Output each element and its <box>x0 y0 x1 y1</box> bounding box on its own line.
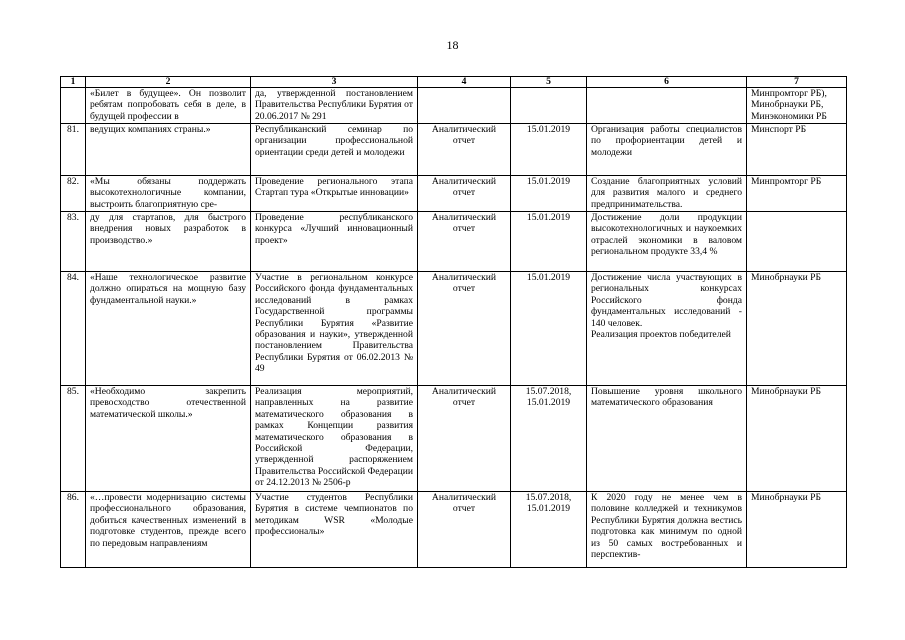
executor-cell: Минспорт РБ <box>747 124 847 176</box>
result-cell <box>587 272 747 386</box>
date-cell: 15.01.2019 <box>511 176 587 212</box>
quote-cell: «Мы обязаны поддержать высокотехнологичные компании, выстроить благоприятную сре- <box>86 176 251 212</box>
form-cell: Аналитический отчет <box>418 492 511 568</box>
col-header-3: 3 <box>251 77 418 88</box>
result-cell: Создание благоприятных условий для развития малого и среднего предпринимательства. <box>587 176 747 212</box>
table-row <box>61 272 847 386</box>
row-number: 83. <box>61 212 86 272</box>
date-cell: 15.01.2019 <box>511 124 587 176</box>
row-number: 84. <box>61 272 86 386</box>
form-cell: Аналитический отчет <box>418 386 511 492</box>
plan-table <box>60 76 847 568</box>
table-row <box>61 124 847 176</box>
quote-cell: «…провести модернизацию системы профессионального образования, добиться качественных изменений в подготовке студентов, прежде всего по передовым направлениям <box>86 492 251 568</box>
result-cell: Достижение доли продукции высокотехнологичных и наукоемких отраслей экономики в валовом региональном продукте 33,4 % <box>587 212 747 272</box>
executor-cell: Минпромторг РБ), Минобрнауки РБ, Минэкономики РБ <box>747 88 847 124</box>
col-header-7: 7 <box>747 77 847 88</box>
quote-cell: «Необходимо закрепить превосходство отечественной математической школы.» <box>86 386 251 492</box>
col-header-4: 4 <box>418 77 511 88</box>
result-text: Достижение числа участвующих в региональных конкурсах Российского фонда фундаментальных исследований - 140 человек. <box>591 272 742 329</box>
executor-cell: Минобрнауки РБ <box>747 386 847 492</box>
event-cell: Участие студентов Республики Бурятия в системе чемпионатов по методикам WSR «Молодые профессионалы» <box>251 492 418 568</box>
event-cell: Проведение регионального этапа Стартап тура «Открытые инновации» <box>251 176 418 212</box>
result-cell: Повышение уровня школьного математического образования <box>587 386 747 492</box>
result-text-extra: Реализация проектов победителей <box>591 329 731 341</box>
row-number: 81. <box>61 124 86 176</box>
date-cell: 15.01.2019 <box>511 272 587 386</box>
event-cell: Участие в региональном конкурсе Российского фонда фундаментальных исследований в рамках Государственной программы Республики Бурятия «Развитие образования и науки», утвержденной постановлением Правительства Республики Бурятия от 06.02.2013 № 49 <box>251 272 418 386</box>
executor-cell <box>747 212 847 272</box>
event-cell: Республиканский семинар по организации профессиональной ориентации среди детей и молодежи <box>251 124 418 176</box>
result-cell <box>587 88 747 124</box>
col-header-1: 1 <box>61 77 86 88</box>
table-row <box>61 176 847 212</box>
result-cell: К 2020 году не менее чем в половине колледжей и техникумов Республики Бурятия должна вестись подготовка как минимум по одной из 50 самых востребованных и перспектив- <box>587 492 747 568</box>
quote-cell: ду для стартапов, для быстрого внедрения новых разработок в производство.» <box>86 212 251 272</box>
col-header-6: 6 <box>587 77 747 88</box>
header-row <box>61 77 847 88</box>
executor-cell: Минобрнауки РБ <box>747 272 847 386</box>
date-cell <box>511 88 587 124</box>
executor-cell: Минобрнауки РБ <box>747 492 847 568</box>
table-row <box>61 386 847 492</box>
form-cell <box>418 88 511 124</box>
row-number: 82. <box>61 176 86 212</box>
date-cell: 15.01.2019 <box>511 212 587 272</box>
event-cell: да, утвержденной постановлением Правительства Республики Бурятия от 20.06.2017 № 291 <box>251 88 418 124</box>
form-cell: Аналитический отчет <box>418 272 511 386</box>
form-cell: Аналитический отчет <box>418 212 511 272</box>
page-number: 18 <box>446 38 459 52</box>
date-cell: 15.07.2018, 15.01.2019 <box>511 386 587 492</box>
date-cell: 15.07.2018, 15.01.2019 <box>511 492 587 568</box>
row-number: 85. <box>61 386 86 492</box>
result-cell: Организация работы специалистов по профориентации детей и молодежи <box>587 124 747 176</box>
table-row <box>61 492 847 568</box>
row-number: 86. <box>61 492 86 568</box>
col-header-2: 2 <box>86 77 251 88</box>
row-number <box>61 88 86 124</box>
table-row <box>61 88 847 124</box>
event-cell: Реализация мероприятий, направленных на развитие математического образования в рамках Концепции развития математического образования в Российской Федерации, утвержденной распоряжением Правительства Российской Федерации от 24.12.2013 № 2506-р <box>251 386 418 492</box>
executor-cell: Минпромторг РБ <box>747 176 847 212</box>
table-row <box>61 212 847 272</box>
form-cell: Аналитический отчет <box>418 124 511 176</box>
quote-cell: «Наше технологическое развитие должно опираться на мощную базу фундаментальной науки.» <box>86 272 251 386</box>
quote-cell: ведущих компаниях страны.» <box>86 124 251 176</box>
col-header-5: 5 <box>511 77 587 88</box>
form-cell: Аналитический отчет <box>418 176 511 212</box>
quote-cell: «Билет в будущее». Он позволит ребятам попробовать себя в деле, в будущей профессии в <box>86 88 251 124</box>
event-cell: Проведение республиканского конкурса «Лучший инновационный проект» <box>251 212 418 272</box>
